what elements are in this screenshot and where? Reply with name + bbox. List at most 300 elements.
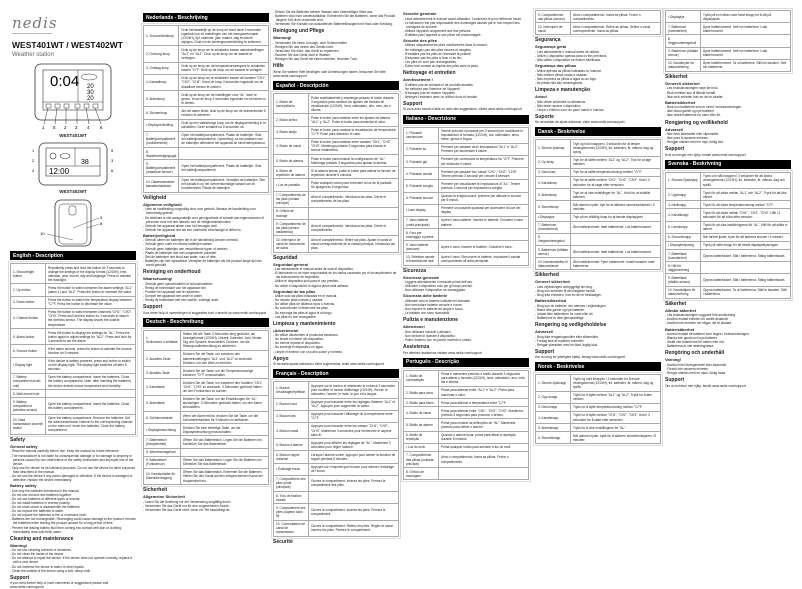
subsection-heading: Warning! (10, 542, 28, 548)
table-row (404, 155, 529, 167)
table-row (536, 375, 661, 391)
part-label: 8. Foro per montaggio a parete (404, 229, 439, 241)
table-row (404, 407, 529, 419)
part-description: Appuyez pour basculer entre les canaux "CH1", "CH2", "CH3". Maintenez 3 secondes pour rechercher le capteur sans fil. (309, 422, 399, 438)
subsection-heading: Batterisikkerhed (535, 298, 567, 304)
part-label: 5. Botón de alarma (274, 155, 309, 167)
bullet-item: - Gebruik geen oude en nieuwe batterijen samen. (143, 242, 213, 247)
table-row (11, 296, 136, 308)
part-label: 4. Kanalknapp (536, 411, 571, 423)
part-description: Pulse repetidamente y mantenga pulsado el botón durante 3 segundos para cambiar los ajustes del formato de visualización (12/24H), hora, calendario, año, mes, día e idioma. (309, 94, 399, 114)
subsection-heading: Allgemeine Sicherheit (143, 494, 185, 500)
part-description: Öffnen Sie das Batteriefach. Legen Sie die Batterien ein. Schließen Sie das Batteriefach. (180, 436, 268, 448)
bullet-item: - Non utilizzare il dispositivo se danneggiato. (403, 288, 466, 293)
table-row (404, 370, 529, 386)
bullet-item: - Le fabricant n'est pas responsable des dommages causés par le non-respect des consignes de sécurité. (403, 20, 520, 29)
part-description (309, 492, 399, 504)
part-label: 10. Datatransmissie-kanaalschakelaar (144, 176, 179, 192)
part-description: Appuyez pour afficher les réglages de "AL". Maintenez 3 secondes pour régler l'alarme. (309, 439, 399, 451)
subsection-heading: Segurança geral (535, 44, 567, 50)
table-row (274, 207, 399, 219)
part-label: 7. Batterijcompartiment (hoofdeenheid) (144, 131, 179, 147)
bullet-item: - Leia atentamente o manual antes de utilizar. (535, 49, 600, 54)
bullet-item: - No intente reparar el dispositivo. (273, 341, 321, 346)
bullet-item: - Forsøg ikke at reparere enheden. (535, 338, 585, 343)
part-label: 9. Vano batterie (sensore) (404, 241, 439, 253)
table-row (536, 168, 661, 176)
table-row (144, 379, 269, 395)
part-label: 8. Hål för väggmontering (666, 262, 701, 274)
part-label: 5. Alarmtaste (144, 395, 181, 411)
table-row (274, 422, 399, 438)
part-description: Tryck för att växla mellan "AL1" och "AL2". Tryck för att öka värdet. (701, 189, 791, 201)
table-row (274, 167, 399, 179)
bullet-item: - Ikke prøv å reparere enheten. (665, 136, 709, 141)
bullet-item: - El fabricante no se hace responsable de los daños causados por el incumplimiento de las instrucciones de seguridad. (273, 271, 397, 280)
column-5 (535, 10, 661, 562)
part-label: 6. Bouton rappel d'alarme (274, 451, 309, 463)
part-description (701, 262, 791, 274)
part-label: 7. Compartimento das pilhas (unidade principal) (404, 451, 439, 467)
part-description: Åpne batterirommet. Ta ut batteriene. Still inn kanalen. Sett inn batteriene. (701, 59, 791, 71)
subsection-heading: Warnung! (273, 35, 292, 41)
part-description (46, 390, 136, 398)
subsection-heading: Generell sikkerhet (665, 80, 700, 86)
bullet-item: - Batterierna är inte laddningsbara. (665, 344, 715, 349)
part-description (180, 448, 268, 456)
part-description: Öppna batterifacket. Sätt i batterierna. Stäng batterifacket. (701, 274, 791, 286)
bullet-item: - Batterien sind nicht wiederaufladbar. Entnehmen Sie die Batterien, wenn das Produkt längere Zeit nicht verwendet wird. (273, 14, 396, 23)
bullet-item: - Não misture pilhas novas e usadas. (535, 72, 588, 77)
table-row (144, 350, 269, 366)
subsection-heading: Segurança das pilhas (535, 63, 577, 69)
subsection-heading: Sécurité générale (403, 11, 437, 16)
table-row (144, 395, 269, 411)
bullet-item: - Udsæt ikke batterierne for vand eller ild. (535, 311, 594, 316)
part-label: 2. Omhoog-knop (144, 46, 179, 62)
description-table (143, 25, 269, 193)
subsection-heading: Batterisikkerhet (665, 99, 696, 105)
bullet-item: - Não tente reparar o dispositivo. (535, 103, 582, 108)
part-label: 5. Larmknapp (666, 221, 701, 233)
section-header: Dansk - Beskrivelse (535, 127, 661, 136)
subsection-heading: Algemene veiligheid (143, 201, 182, 207)
part-label: 9. Battery compartment (wireless sensor) (11, 398, 46, 414)
part-label: 5. Botão de alarme (404, 419, 439, 431)
table-row (666, 262, 791, 274)
section-heading: Support (665, 146, 685, 153)
part-description (571, 233, 661, 245)
bullet-item: - N'utilisez pas l'appareil si une pièce est endommagée. (403, 32, 482, 37)
west401wt-illustration (23, 62, 123, 132)
part-description (179, 148, 269, 160)
table-row (666, 35, 791, 47)
paragraph: Wenn Sie weitere Hilfe benötigen oder Anmerkungen haben, besuchen Sie bitte www.nedis.com/support (273, 69, 386, 78)
table-row (274, 410, 399, 422)
callout-label: 10 (40, 231, 45, 236)
table-row (536, 11, 661, 23)
bullet-item: - Probeer het apparaat niet te repareren. (143, 289, 201, 294)
bullet-item: - Batteries are not rechargeable. Recharging could cause damage to the product; remove the batteries when leaving the product unused for a long period of time. (10, 517, 136, 526)
table-row (11, 308, 136, 328)
bullet-item: - Rengör utsidan med en mjuk, fuktig trasa. (665, 371, 726, 376)
part-description: Aprire il vano. Rimuovere le batterie. Impostare il canale corrispondente all'unità principale. (439, 253, 529, 265)
bullet-item: - Bruk enheten kun til tiltenkt formål. (665, 90, 716, 95)
bullet-item: - Verwenden Sie keine Lösungs- oder Scheuermittel. (273, 40, 348, 45)
part-description: Tryck på valfri knapp för att tända displaybelysningen. (701, 241, 791, 249)
part-description: Trykk for å bytte temperaturvisning mellom °C/°F. (571, 403, 661, 411)
paragraph: Si vous avez besoin d'aide ou avez des suggestions, visitez www.nedis.com/support (403, 107, 522, 112)
part-description: Prima e mantenha premido o botão durante 3 segundos para alterar o formato (12/24H), hora, calendário, ano, mês, dia e idioma. (439, 370, 529, 386)
bullet-item: - Utilice el dispositivo solo para el uso previsto. (273, 279, 340, 284)
subsection-heading: Seguridad de las pilas (273, 288, 316, 294)
part-label: 2. Uppknapp (666, 189, 701, 201)
subsection-heading: Varning! (665, 357, 682, 363)
description-table (273, 93, 399, 253)
part-description: Abra o compartimento. Insira as pilhas. Feche o compartimento. (439, 451, 529, 467)
part-description: Druk op de knop om de instellingen voor "AL" weer te geven. Houd de knop 3 seconden ingedrukt om het alarm in te stellen. (179, 91, 269, 107)
part-description: Öppna batterifacket. Ta ur batterierna. Ställ in kanalen. Sätt i batterierna. (701, 286, 791, 298)
part-label: 1. Snooze/light button (11, 264, 46, 284)
section-heading: Reinigung und Pflege (273, 28, 325, 35)
section-header: Norsk - Beskrivelse (535, 362, 661, 371)
part-description: Premere per commutare la temperatura tra °C/°F. Premere per diminuire il valore. (439, 155, 529, 167)
bullet-item: - No utilice el dispositivo si alguna pieza está dañada. (273, 283, 349, 288)
callout-label: 5 (111, 148, 114, 153)
table-row (404, 451, 529, 467)
section-heading: Support (535, 348, 555, 355)
part-description (439, 468, 529, 480)
part-label: 3. Ned-knapp (536, 403, 571, 411)
section-heading: Rengjøring og vedlikehold (665, 119, 728, 126)
table-row (404, 143, 529, 155)
description-table (665, 172, 791, 299)
bullet-item: - Limpe o exterior com um pano macio e húmido. (535, 107, 605, 112)
table-row (144, 26, 269, 46)
section-heading: Apoyo (273, 355, 289, 362)
section-heading: Säkerhet (665, 300, 687, 307)
part-description: Når alarmen lyder, tryk for at aktivere slumrefunktionen i 5 minutter. (571, 201, 661, 213)
table-row (274, 398, 399, 410)
description-table (535, 10, 661, 35)
bullet-item: - Read the manual carefully before use. Keep the manual for future reference. (10, 449, 120, 454)
part-description: Appuyez sur le bouton et maintenez-le enfoncé 3 secondes pour modifier le format d'affichage (12/24H), l'heure, le calendrier, l'année, le mois, le jour et la langue. (309, 382, 399, 398)
part-label: 3. Nedknapp (666, 201, 701, 209)
table-row (144, 119, 269, 131)
table-row (11, 390, 136, 398)
section-heading: Limpeza e manutenção (535, 87, 591, 94)
table-row (404, 253, 529, 265)
bullet-item: - Utilizzare solo le batterie indicate nel manuale. (403, 298, 471, 303)
bullet-item: - No limpie el interior del dispositivo. (273, 337, 325, 342)
part-label: 5. Alarm button (11, 329, 46, 345)
table-row (144, 46, 269, 62)
bullet-item: - Do not clean the inside of the device. (10, 552, 65, 557)
callout-label: 2 (64, 125, 67, 130)
bullet-item: - Reinig de binnenkant van het apparaat niet. (143, 285, 207, 290)
paragraph: If you need further help or have comments or suggestions please visit www.nedis.com/support (10, 581, 109, 589)
subsection-heading: Advarsel! (665, 126, 684, 132)
bullet-item: - Batterijen zijn niet oplaadbaar. Verwijder de batterijen als het product lange tijd niet wordt gebruikt. (143, 258, 262, 267)
table-row (666, 274, 791, 286)
figure-caption-west402wt: WEST402WT (59, 189, 87, 194)
column-1 (10, 10, 136, 589)
part-description (309, 207, 399, 219)
part-label: 4. Kanaalknop (144, 74, 179, 90)
part-label: 2. Up button (11, 284, 46, 296)
column-6 (665, 10, 791, 562)
table-row (144, 176, 269, 192)
part-description: Tryk for at skifte temperaturvisning mellem °C/°F. (571, 168, 661, 176)
table-row (144, 62, 269, 74)
figure-caption-west401wt: WEST401WT (59, 133, 87, 138)
subsection-heading: Waarschuwing! (143, 276, 173, 282)
subsection-heading: Aviso! (535, 94, 548, 100)
description-table (10, 263, 136, 435)
part-label: 4. Kanaltaste (144, 379, 181, 395)
part-description: Prima para mostrar as definições de "AL". Mantenha premido para definir o alarme. (439, 419, 529, 431)
table-row (404, 229, 529, 241)
part-label: 4. Kanalknap (536, 176, 571, 188)
table-row (404, 192, 529, 204)
part-description: Trykk og hold knappen i 3 sekunder for å endre visningsformat (12/24H), tid, kalender, år, måned, dag og språk. (571, 375, 661, 391)
part-label: 6. Botón de repetición de alarma (274, 167, 309, 179)
table-row (144, 74, 269, 90)
table-row (11, 373, 136, 389)
part-description: Lorsque l'alarme sonne, appuyez pour activer la fonction de rappel pendant 5 minutes. (309, 451, 399, 463)
subsection-heading: ¡Advertencia! (273, 327, 299, 333)
bullet-item: - Brug kun de batterier, der nævnes i vejledningen. (535, 303, 607, 308)
part-description: När larmet ljuder, tryck för att aktivera snooze i 5 minuter. (701, 233, 791, 241)
part-description: Tryk for at skifte mellem "AL1" og "AL2". Tryk for at øge værdien. (571, 156, 661, 168)
part-label: • Displaybelysning (666, 241, 701, 249)
column-3 (273, 10, 399, 562)
bullet-item: - Ikke bruk enheten hvis en del er skadet. (665, 94, 724, 99)
part-description: Åpne batterirommet. Sett inn batteriene. Lukk batterirommet. (701, 47, 791, 59)
part-label: 2. Op-knap (536, 156, 571, 168)
part-label: 8. Wandbevestigingsgat (144, 148, 179, 160)
part-label: 1. Botão de luz/repetição (404, 370, 439, 386)
part-description: Trykk for å bytte mellom "AL1" og "AL2". Trykk for å øke verdien. (571, 391, 661, 403)
table-row (144, 330, 269, 350)
description-table (143, 330, 269, 486)
part-label: 3. Down button (11, 296, 46, 308)
part-description: Åpne batterirommet. Sett inn batteriene. Lukk batterirommet. (701, 23, 791, 35)
subsection-heading: Battery safety (10, 483, 37, 489)
west402wt-illustration (23, 142, 123, 188)
table-row (666, 250, 791, 262)
table-row (404, 180, 529, 192)
part-label: 5. Alarmknapp (536, 424, 571, 432)
part-label: 7. Compartimento de las pilas (unidad principal) (274, 191, 309, 207)
part-description: Drücken Sie die Taste, um zwischen den Alarmeinstellungen "AL1" und "AL2" zu wechseln. Drücken, um den Wert zu erhöhen. (180, 350, 268, 366)
bullet-item: - Non esporre le batterie ad acqua o fuoco. (403, 307, 464, 312)
subsection-heading: Allmän säkerhet (665, 307, 696, 313)
part-description: Press the button to switch between the alarm settings "AL1" (alarm 1) and "AL2". Press the button to increase the value. (46, 284, 136, 296)
table-row (404, 443, 529, 451)
part-label: 6. Pulsante snooze (404, 192, 439, 204)
bullet-item: - Utsätt inte batterierna för vatten eller eld. (665, 340, 725, 345)
part-description: Drücken Sie die Taste, um die Temperaturanzeige zwischen °C/°F umzuschalten. (180, 367, 268, 379)
lcd-time: 0:04 (50, 73, 80, 90)
part-description: Si la alarma suena, pulse el botón para activar la función de repetición durante 5 minutos. (309, 167, 399, 179)
table-row (274, 451, 399, 463)
paragraph: Si necesita ayuda adicional o tiene sugerencias, visite www.nedis.com/support (273, 362, 384, 367)
subsection-heading: Sécurité des piles (403, 37, 438, 43)
part-description: Drücken Sie die Taste, um zwischen den Kanälen "CH1", "CH2", "CH3" zu wechseln. 3 Sekunden gedrückt halten, um den Funksensor zu suchen. (180, 379, 268, 395)
section-header: Español - Descripción (273, 81, 399, 90)
bullet-item: - Não utilize solventes ou abrasivos. (535, 99, 587, 104)
part-description: Open het batterijcompartiment. Plaats de batterijen. Sluit het batterijcompartiment. Opmerking: na het plaatsen van de batterijen detecteert het apparaat de binnentemperatuur. (179, 131, 269, 147)
table-row (536, 411, 661, 423)
bullet-item: - N'utilisez pas de solvants ni de produits abrasifs. (403, 82, 474, 87)
callout-label: 1 (32, 148, 35, 153)
part-label: 9. Compartimento de las pilas (sensor inalámbrico) (274, 220, 309, 236)
bullet-item: - Do not immerse the device in water or other liquids. (10, 564, 85, 569)
bullet-item: - Lea atentamente el manual antes de usar el dispositivo. (273, 267, 354, 272)
bullet-item: - Non tentare di riparare il dispositivo. (403, 333, 456, 338)
bullet-item: - Försök inte reparera enheten. (665, 367, 709, 371)
table-row (144, 468, 269, 484)
bullet-item: - Lesen Sie die Anleitung vor der Verwendung sorgfältig durch. (143, 499, 232, 504)
document-title: WEST401WT / WEST402WT (12, 40, 123, 50)
table-row (144, 456, 269, 468)
section-heading: Rengøring og vedligeholdelse (535, 322, 607, 329)
callout-label: 3 (75, 125, 78, 130)
part-description: Abra el compartimento. Introduzca las pilas. Cierre el compartimento. (309, 220, 399, 236)
part-description: Wenn der Alarm ertönt, drücken Sie die Taste, um die Schlummerfunktion für 5 Minuten zu aktivieren. (180, 412, 268, 424)
part-label: 7. Compartiment des piles (unité principale) (274, 475, 309, 491)
part-label: 3. Botón abajo (274, 126, 309, 138)
part-label: 8. Veggmonteringshull (666, 35, 701, 47)
part-label: 2. Pulsante su (404, 143, 439, 155)
table-row (666, 23, 791, 35)
bullet-item: - Stel de batterijen niet bloot aan water, vuur of hitte. (143, 254, 217, 259)
part-label: 8. Orifício de montagem (404, 468, 439, 480)
part-label: 5. Alarmknap (536, 189, 571, 201)
table-row (274, 236, 399, 252)
bullet-item: - Pulire l'esterno con un panno morbido e umido. (403, 338, 472, 342)
section-heading: Support (403, 100, 423, 107)
part-description: Tryck för att visa inställningarna för "AL". Håll för att ställa in larmet. (701, 221, 791, 233)
part-label: 8. Wandmontageloch (144, 448, 181, 456)
part-label: 10. Kanalschalter für Datenübertragung (144, 468, 181, 484)
section-heading: Support (665, 377, 685, 384)
part-description: Prima para alternar a temperatura entre °C/°F. (439, 399, 529, 407)
bullet-item: - No utilice disolventes ni productos abrasivos. (273, 333, 339, 338)
bullet-item: - Ne nettoyez pas l'intérieur de l'appareil. (403, 86, 461, 91)
table-row (274, 220, 399, 236)
section-heading: Pulizia e manutenzione (403, 317, 459, 324)
bullet-item: - No utilice pilas de distintos tipos o marcas. (273, 302, 336, 307)
bullet-item: - The manufacturer is not liable for consequential damage or for damage to property or persons caused by non-observance of the safety instructions and improper use of the device. (10, 453, 134, 466)
callout-label: 1 (42, 125, 45, 130)
part-description: Appuyez pour basculer l'affichage de la température entre °C/°F. (309, 410, 399, 422)
callout-label: 5 (53, 125, 56, 130)
table-row (536, 23, 661, 35)
section-heading: Hilfe (273, 63, 284, 70)
section-heading: Assistenza (403, 344, 430, 351)
part-description: Pulse el botón para cambiar la visualización de temperatura °C/°F. Pulse para disminuir el valor. (309, 126, 399, 138)
part-description: Druk op de knop om te schakelen tussen de kanalen "CH1", "CH2", "CH3". Houd de knop 3 seconden ingedrukt om de draadloze sensor te zoeken. (179, 74, 269, 90)
part-label: 10. Kanalomskifter til dataoverførsel (536, 258, 571, 270)
section-heading: Cleaning and maintenance (10, 535, 74, 542)
bullet-item: - Prevent the leaking battery fluid from coming into contact with skin or clothing; immediately rinse with fresh water. (10, 525, 122, 534)
part-label: • Luz do ecrã (404, 443, 439, 451)
part-description: Als het alarm klinkt, druk op de knop om de sluimerfunctie 5 minuten te activeren. (179, 107, 269, 119)
bullet-item: - Utilice solo las pilas indicadas en el manual. (273, 294, 338, 299)
table-row (274, 463, 399, 475)
part-label: 9. Batterirom (trådløs sensor) (666, 47, 701, 59)
bullet-item: - Reinigen Sie das Innere des Geräts nicht. (273, 44, 334, 49)
subsection-heading: Sicurezza generale (403, 274, 440, 280)
bullet-item: - Reinig de buitenkant met een zachte, vochtige doek. (143, 297, 220, 302)
bullet-item: - Utilizzare il dispositivo solo per gli scopi previsti. (403, 284, 473, 289)
section-header: Nederlands - Beschrijving (143, 13, 269, 22)
bullet-item: - Blanda inte gamla och nya batterier. (665, 336, 718, 341)
bullet-item: - N'installez pas les piles en inversant la polarité. (403, 51, 472, 56)
bullet-item: - Rengør ydersiden med en blød, fugtig klud. (535, 342, 599, 347)
part-description: Öppna batterifacket. Sätt i batterierna. Stäng batterifacket. (701, 250, 791, 262)
part-label: 9. Compartimento das pilhas (sensor) (536, 11, 571, 23)
part-label: 3. Bouton bas (274, 410, 309, 422)
table-row (536, 221, 661, 233)
part-label: 6. Slumreknapp (536, 432, 571, 444)
part-description: Trykk for å bytte mellom "CH1", "CH2", "CH3". Hold i 3 sekunder for å søke etter sensoren. (571, 411, 661, 423)
table-row (144, 91, 269, 107)
logo-underline (12, 33, 52, 34)
bullet-item: - Do not use old and new batteries together. (10, 492, 72, 497)
table-row (11, 329, 136, 345)
part-description: Tryk for at skifte mellem "CH1", "CH2", "CH3". Hold i 3 sekunder for at søge efter sensoren. (571, 176, 661, 188)
section-header: Italiano - Descrizione (403, 115, 529, 124)
section-heading: Sikkerhet (665, 73, 688, 80)
part-description: Ouvrez le compartiment. Retirez les piles. Réglez le canal. Insérez les piles. Fermez le compartiment. (309, 520, 399, 536)
bullet-item: - N'exposez pas les piles à l'eau ni au feu. (403, 55, 463, 60)
part-label: 9. Batterirum (trådløs sensor) (536, 246, 571, 258)
table-row (404, 419, 529, 431)
part-label: 6. Snooze button (11, 345, 46, 357)
section-heading: Sécurité (273, 538, 293, 545)
table-row (144, 436, 269, 448)
bullet-item: - Batterierne er ikke genopladelige. (535, 315, 585, 320)
bullet-item: - Do not use cleaning solvents or abrasives. (10, 548, 72, 553)
section-heading: Segurança (535, 37, 561, 44)
table-row (536, 246, 661, 258)
bullet-item: - Verwenden Sie das Gerät nicht, wenn ein Teil beschädigt ist. (143, 507, 231, 512)
column-4 (403, 10, 529, 562)
table-row (11, 414, 136, 434)
table-row (404, 468, 529, 480)
section-header: Français - Description (273, 369, 399, 378)
table-row (666, 286, 791, 298)
bullet-item: - Ne mélangez pas des piles neuves et usagées. (403, 47, 472, 52)
paragraph: Se necessitar de ajuda adicional, visite www.nedis.com/support (535, 120, 625, 125)
bullet-item: - Évitez tout contact du liquide des piles avec la peau. (403, 63, 479, 68)
description-table (403, 127, 529, 266)
part-description: Premere per passare tra le impostazioni "AL1" e "AL2". Premere per aumentare il valore. (439, 143, 529, 155)
part-label: 4. Channel button (11, 308, 46, 328)
part-description: Open the battery compartment. Insert the batteries. Close the battery compartment. Note: after inserting the batteries, the device detects indoor temperature and humidity. (46, 373, 136, 389)
part-label: 6. Schlummertaste (144, 412, 181, 424)
table-row (274, 475, 399, 491)
part-label: 7. Batteriefach (Haupteinheit) (144, 436, 181, 448)
part-description: Ouvrez le compartiment. Insérez les piles. Fermez le compartiment des piles. (309, 475, 399, 491)
bullet-item: - Utilisez l'appareil uniquement aux fins prévues. (403, 28, 472, 33)
bullet-item: - No mezcle pilas nuevas y usadas. (273, 298, 324, 303)
bullet-item: - Les piles ne sont pas rechargeables. (403, 59, 457, 64)
part-label: 5. Alarmknop (144, 91, 179, 107)
